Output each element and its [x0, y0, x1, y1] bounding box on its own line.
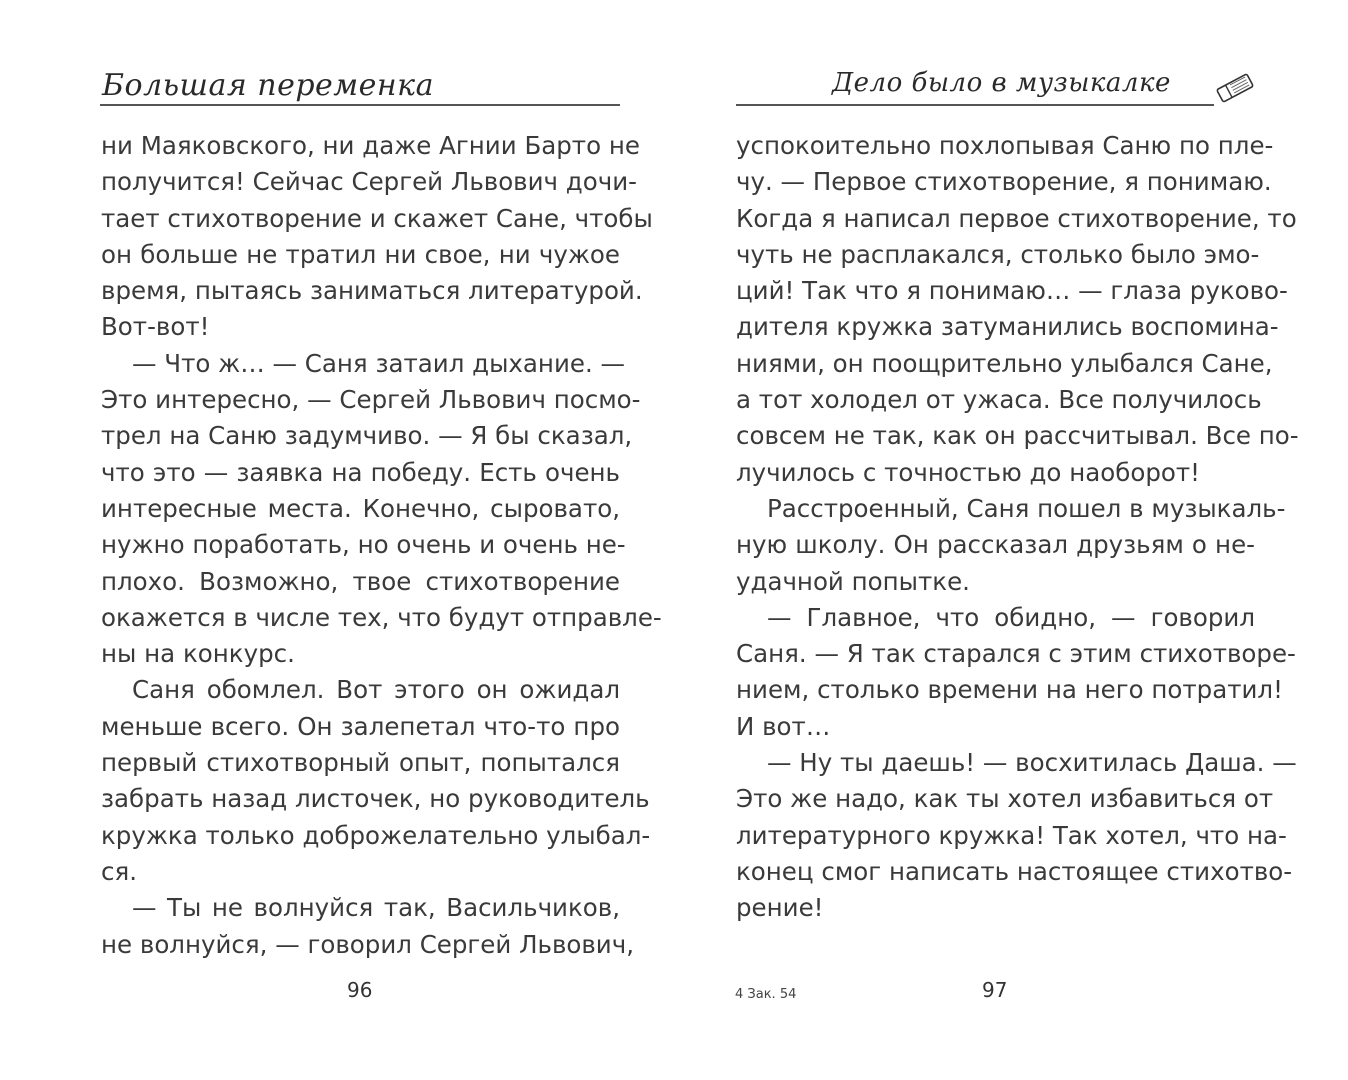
text-line: время, пытаясь заниматься литературой. — [101, 276, 643, 306]
text-line: рение! — [736, 893, 824, 923]
running-head-rule — [100, 104, 620, 106]
text-line: успокоительно похлопывая Саню по пле- — [736, 131, 1274, 160]
text-line: а тот холодел от ужаса. Все получилось — [736, 385, 1262, 415]
text-line: Саня. — Я так старался с этим стихотворе- — [736, 639, 1296, 669]
running-head-left — [100, 62, 620, 112]
text-line: первый стихотворный опыт, попытался — [101, 748, 620, 778]
text-line: ниями, он поощрительно улыбался Сане, — [736, 348, 1273, 378]
text-line: — Ну ты даешь! — восхитилась Даша. — — [767, 748, 1297, 778]
printer-signature-mark: 4 Зак. 54 — [735, 987, 797, 1002]
text-line: чу. — Первое стихотворение, я понимаю. — [736, 167, 1272, 197]
text-line: ны на конкурс. — [101, 639, 295, 669]
text-line: не волнуйся, — говорил Сергей Львович, — [101, 929, 634, 959]
text-line: ную школу. Он рассказал друзьям о не- — [736, 530, 1255, 560]
text-line: нужно поработать, но очень и очень не- — [101, 530, 626, 560]
text-line: Когда я написал первое стихотворение, то — [736, 203, 1297, 233]
running-head-right — [736, 62, 1256, 112]
text-line: забрать назад листочек, но руководитель — [101, 784, 650, 814]
text-line: трел на Саню задумчиво. — Я бы сказал, — [101, 421, 633, 451]
text-line: тает стихотворение и скажет Сане, чтобы — [101, 203, 653, 233]
text-line: ни Маяковского, ни даже Агнии Барто не — [101, 131, 640, 160]
text-line: удачной попытке. — [736, 566, 970, 596]
page-number: 97 — [982, 978, 1008, 1002]
text-line: Саня обомлел. Вот этого он ожидал — [132, 675, 620, 705]
text-line: интересные места. Конечно, сыровато, — [101, 493, 620, 523]
text-line: кружка только доброжелательно улыбал- — [101, 820, 651, 850]
text-line: меньше всего. Он залепетал что-то про — [101, 711, 620, 741]
text-line: ся. — [101, 856, 137, 886]
text-line: Это интересно, — Сергей Львович посмо- — [101, 385, 641, 415]
text-line: получится! Сейчас Сергей Львович дочи- — [101, 167, 637, 197]
text-line: окажется в числе тех, что будут отправле- — [101, 602, 662, 632]
body-text — [736, 128, 1299, 927]
eraser-icon — [1212, 68, 1258, 108]
text-line: Расстроенный, Саня пошел в музыкаль- — [767, 493, 1286, 523]
text-line: Вот-вот! — [101, 312, 210, 342]
body-text — [101, 128, 662, 963]
page-number: 96 — [347, 978, 373, 1002]
running-head-title: Дело было в музыкалке — [832, 68, 1171, 98]
text-line: что это — заявка на победу. Есть очень — [101, 457, 620, 487]
right-page — [674, 0, 1348, 1080]
text-line: — Что ж… — Саня затаил дыхание. — — [132, 348, 626, 378]
text-line: он больше не тратил ни свое, ни чужое — [101, 239, 620, 269]
text-line: литературного кружка! Так хотел, что на- — [736, 820, 1287, 850]
text-line: Это же надо, как ты хотел избавиться от — [736, 784, 1274, 814]
text-line: чуть не расплакался, столько было эмо- — [736, 239, 1260, 269]
text-line: ций! Так что я понимаю… — глаза руково- — [736, 276, 1288, 306]
text-line: И вот… — [736, 711, 831, 741]
text-line: лучилось с точностью до наоборот! — [736, 457, 1200, 487]
text-line: дителя кружка затуманились воспомина- — [736, 312, 1279, 342]
text-line: — Ты не волнуйся так, Васильчиков, — [132, 893, 620, 923]
running-head-title: Большая переменка — [102, 68, 434, 103]
text-line: — Главное, что обидно, — говорил — [767, 602, 1255, 632]
text-line: конец смог написать настоящее стихотво- — [736, 856, 1293, 886]
running-head-rule — [736, 104, 1214, 106]
text-line: совсем не так, как он рассчитывал. Все по- — [736, 421, 1299, 451]
text-line: плохо. Возможно, твое стихотворение — [101, 566, 620, 596]
text-line: нием, столько времени на него потратил! — [736, 675, 1283, 705]
